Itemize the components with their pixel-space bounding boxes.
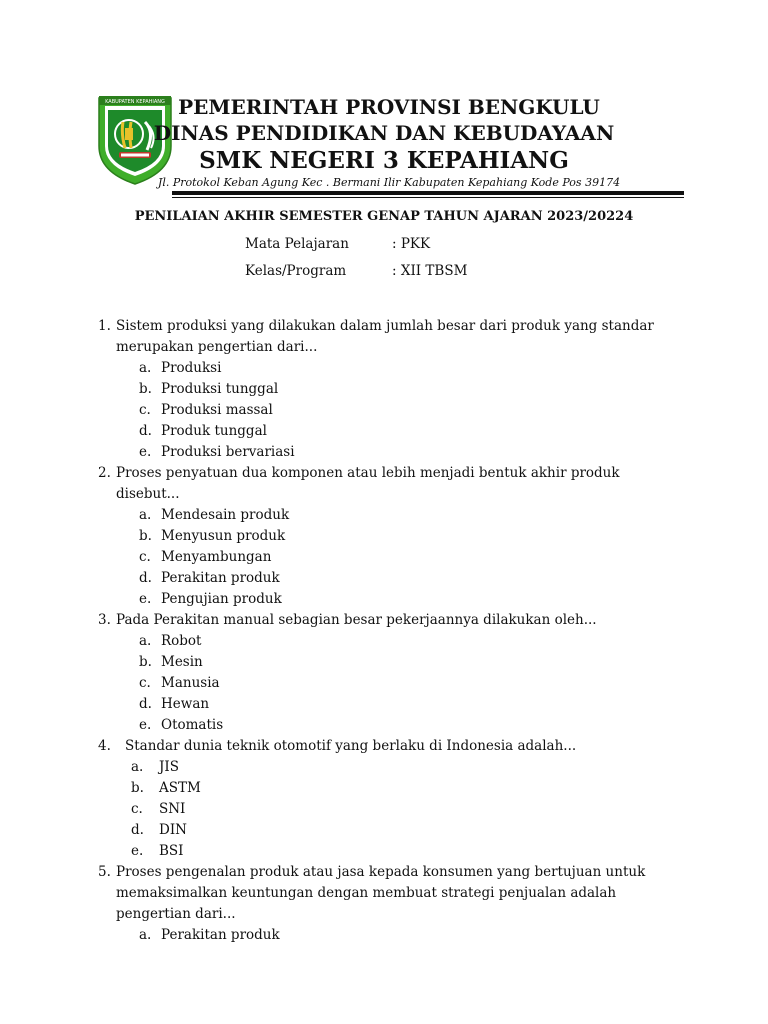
question-number: 3. — [98, 612, 111, 628]
answer-option — [116, 589, 678, 610]
question-item — [98, 736, 678, 862]
option-text: JIS — [159, 759, 179, 775]
option-letter: c. — [139, 549, 151, 565]
option-list — [116, 505, 678, 610]
option-letter: c. — [131, 801, 143, 817]
info-value: : PKK — [392, 236, 431, 252]
question-number: 4. — [98, 738, 111, 754]
question-text: Sistem produksi yang dilakukan dalam jumlah besar dari produk yang standar merupakan pengertian dari... — [116, 318, 654, 355]
option-list — [116, 631, 678, 736]
question-item — [98, 463, 678, 610]
header-line-government: PEMERINTAH PROVINSI BENGKULU — [178, 95, 600, 119]
letterhead-divider-thick — [172, 191, 684, 195]
answer-option — [125, 757, 678, 778]
logo-banner-text: KABUPATEN KEPAHIANG — [105, 99, 165, 105]
option-text: Menyambungan — [161, 549, 272, 565]
question-text: Standar dunia teknik otomotif yang berlaku di Indonesia adalah... — [125, 738, 577, 754]
answer-option — [116, 547, 678, 568]
option-list — [125, 757, 678, 862]
option-letter: d. — [131, 822, 144, 838]
option-text: Otomatis — [161, 717, 224, 733]
option-text: Pengujian produk — [161, 591, 282, 607]
exam-title: PENILAIAN AKHIR SEMESTER GENAP TAHUN AJARAN 2023/20224 — [134, 209, 634, 224]
answer-option — [125, 799, 678, 820]
answer-option — [125, 820, 678, 841]
option-letter: b. — [139, 381, 152, 397]
answer-option — [125, 778, 678, 799]
answer-option — [116, 400, 678, 421]
option-text: Hewan — [161, 696, 210, 712]
option-text: Produksi tunggal — [161, 381, 279, 397]
question-item — [98, 862, 678, 946]
question-item — [98, 316, 678, 463]
option-letter: e. — [131, 843, 144, 859]
school-address: Jl. Protokol Keban Agung Kec . Bermani Ilir Kabupaten Kepahiang Kode Pos 39174 — [157, 176, 621, 189]
option-text: DIN — [159, 822, 187, 838]
header-line-school-name: SMK NEGERI 3 KEPAHIANG — [199, 147, 569, 174]
option-letter: e. — [139, 444, 152, 460]
question-item — [98, 610, 678, 736]
option-text: Robot — [161, 633, 202, 649]
option-text: SNI — [159, 801, 186, 817]
info-label: Kelas/Program — [245, 263, 347, 279]
question-text: Proses pengenalan produk atau jasa kepada konsumen yang bertujuan untuk memaksimalkan keuntungan dengan membuat strategi penjualan adalah pengertian dari... — [116, 864, 646, 922]
question-number: 5. — [98, 864, 111, 880]
answer-option — [116, 442, 678, 463]
info-row-subject — [245, 236, 430, 252]
answer-option — [116, 379, 678, 400]
question-text: Pada Perakitan manual sebagian besar pekerjaannya dilakukan oleh... — [116, 612, 597, 628]
option-text: Menyusun produk — [161, 528, 286, 544]
option-text: ASTM — [159, 780, 201, 796]
option-letter: d. — [139, 423, 152, 439]
option-letter: d. — [139, 696, 152, 712]
answer-option — [116, 568, 678, 589]
answer-option — [116, 421, 678, 442]
option-text: Produksi — [161, 360, 222, 376]
answer-option — [116, 358, 678, 379]
option-letter: a. — [139, 507, 152, 523]
option-list — [116, 358, 678, 463]
question-list — [98, 316, 678, 946]
question-number: 2. — [98, 465, 111, 481]
option-text: Perakitan produk — [161, 927, 280, 943]
option-text: Produksi bervariasi — [161, 444, 295, 460]
answer-option — [116, 631, 678, 652]
option-letter: c. — [139, 402, 151, 418]
option-text: Produksi massal — [161, 402, 273, 418]
question-text: Proses penyatuan dua komponen atau lebih menjadi bentuk akhir produk disebut... — [116, 465, 620, 502]
answer-option — [116, 673, 678, 694]
letterhead-divider-thin — [172, 197, 684, 198]
option-letter: a. — [139, 633, 152, 649]
option-letter: a. — [139, 927, 152, 943]
option-letter: c. — [139, 675, 151, 691]
answer-option — [116, 925, 678, 946]
option-text: Mendesain produk — [161, 507, 290, 523]
option-letter: b. — [139, 528, 152, 544]
option-letter: e. — [139, 717, 152, 733]
answer-option — [116, 652, 678, 673]
answer-option — [116, 694, 678, 715]
option-letter: b. — [131, 780, 144, 796]
option-text: Produk tunggal — [161, 423, 267, 439]
answer-option — [116, 715, 678, 736]
option-letter: a. — [131, 759, 144, 775]
info-label: Mata Pelajaran — [245, 236, 349, 252]
option-list — [116, 925, 678, 946]
header-line-department: DINAS PENDIDIKAN DAN KEBUDAYAAN — [153, 121, 615, 145]
option-text: BSI — [159, 843, 184, 859]
info-row-class — [245, 263, 467, 279]
question-number: 1. — [98, 318, 111, 334]
option-letter: e. — [139, 591, 152, 607]
option-letter: b. — [139, 654, 152, 670]
answer-option — [116, 526, 678, 547]
option-text: Manusia — [161, 675, 220, 691]
info-value: : XII TBSM — [392, 263, 468, 279]
option-text: Mesin — [161, 654, 203, 670]
option-letter: d. — [139, 570, 152, 586]
option-text: Perakitan produk — [161, 570, 280, 586]
answer-option — [125, 841, 678, 862]
option-letter: a. — [139, 360, 152, 376]
answer-option — [116, 505, 678, 526]
